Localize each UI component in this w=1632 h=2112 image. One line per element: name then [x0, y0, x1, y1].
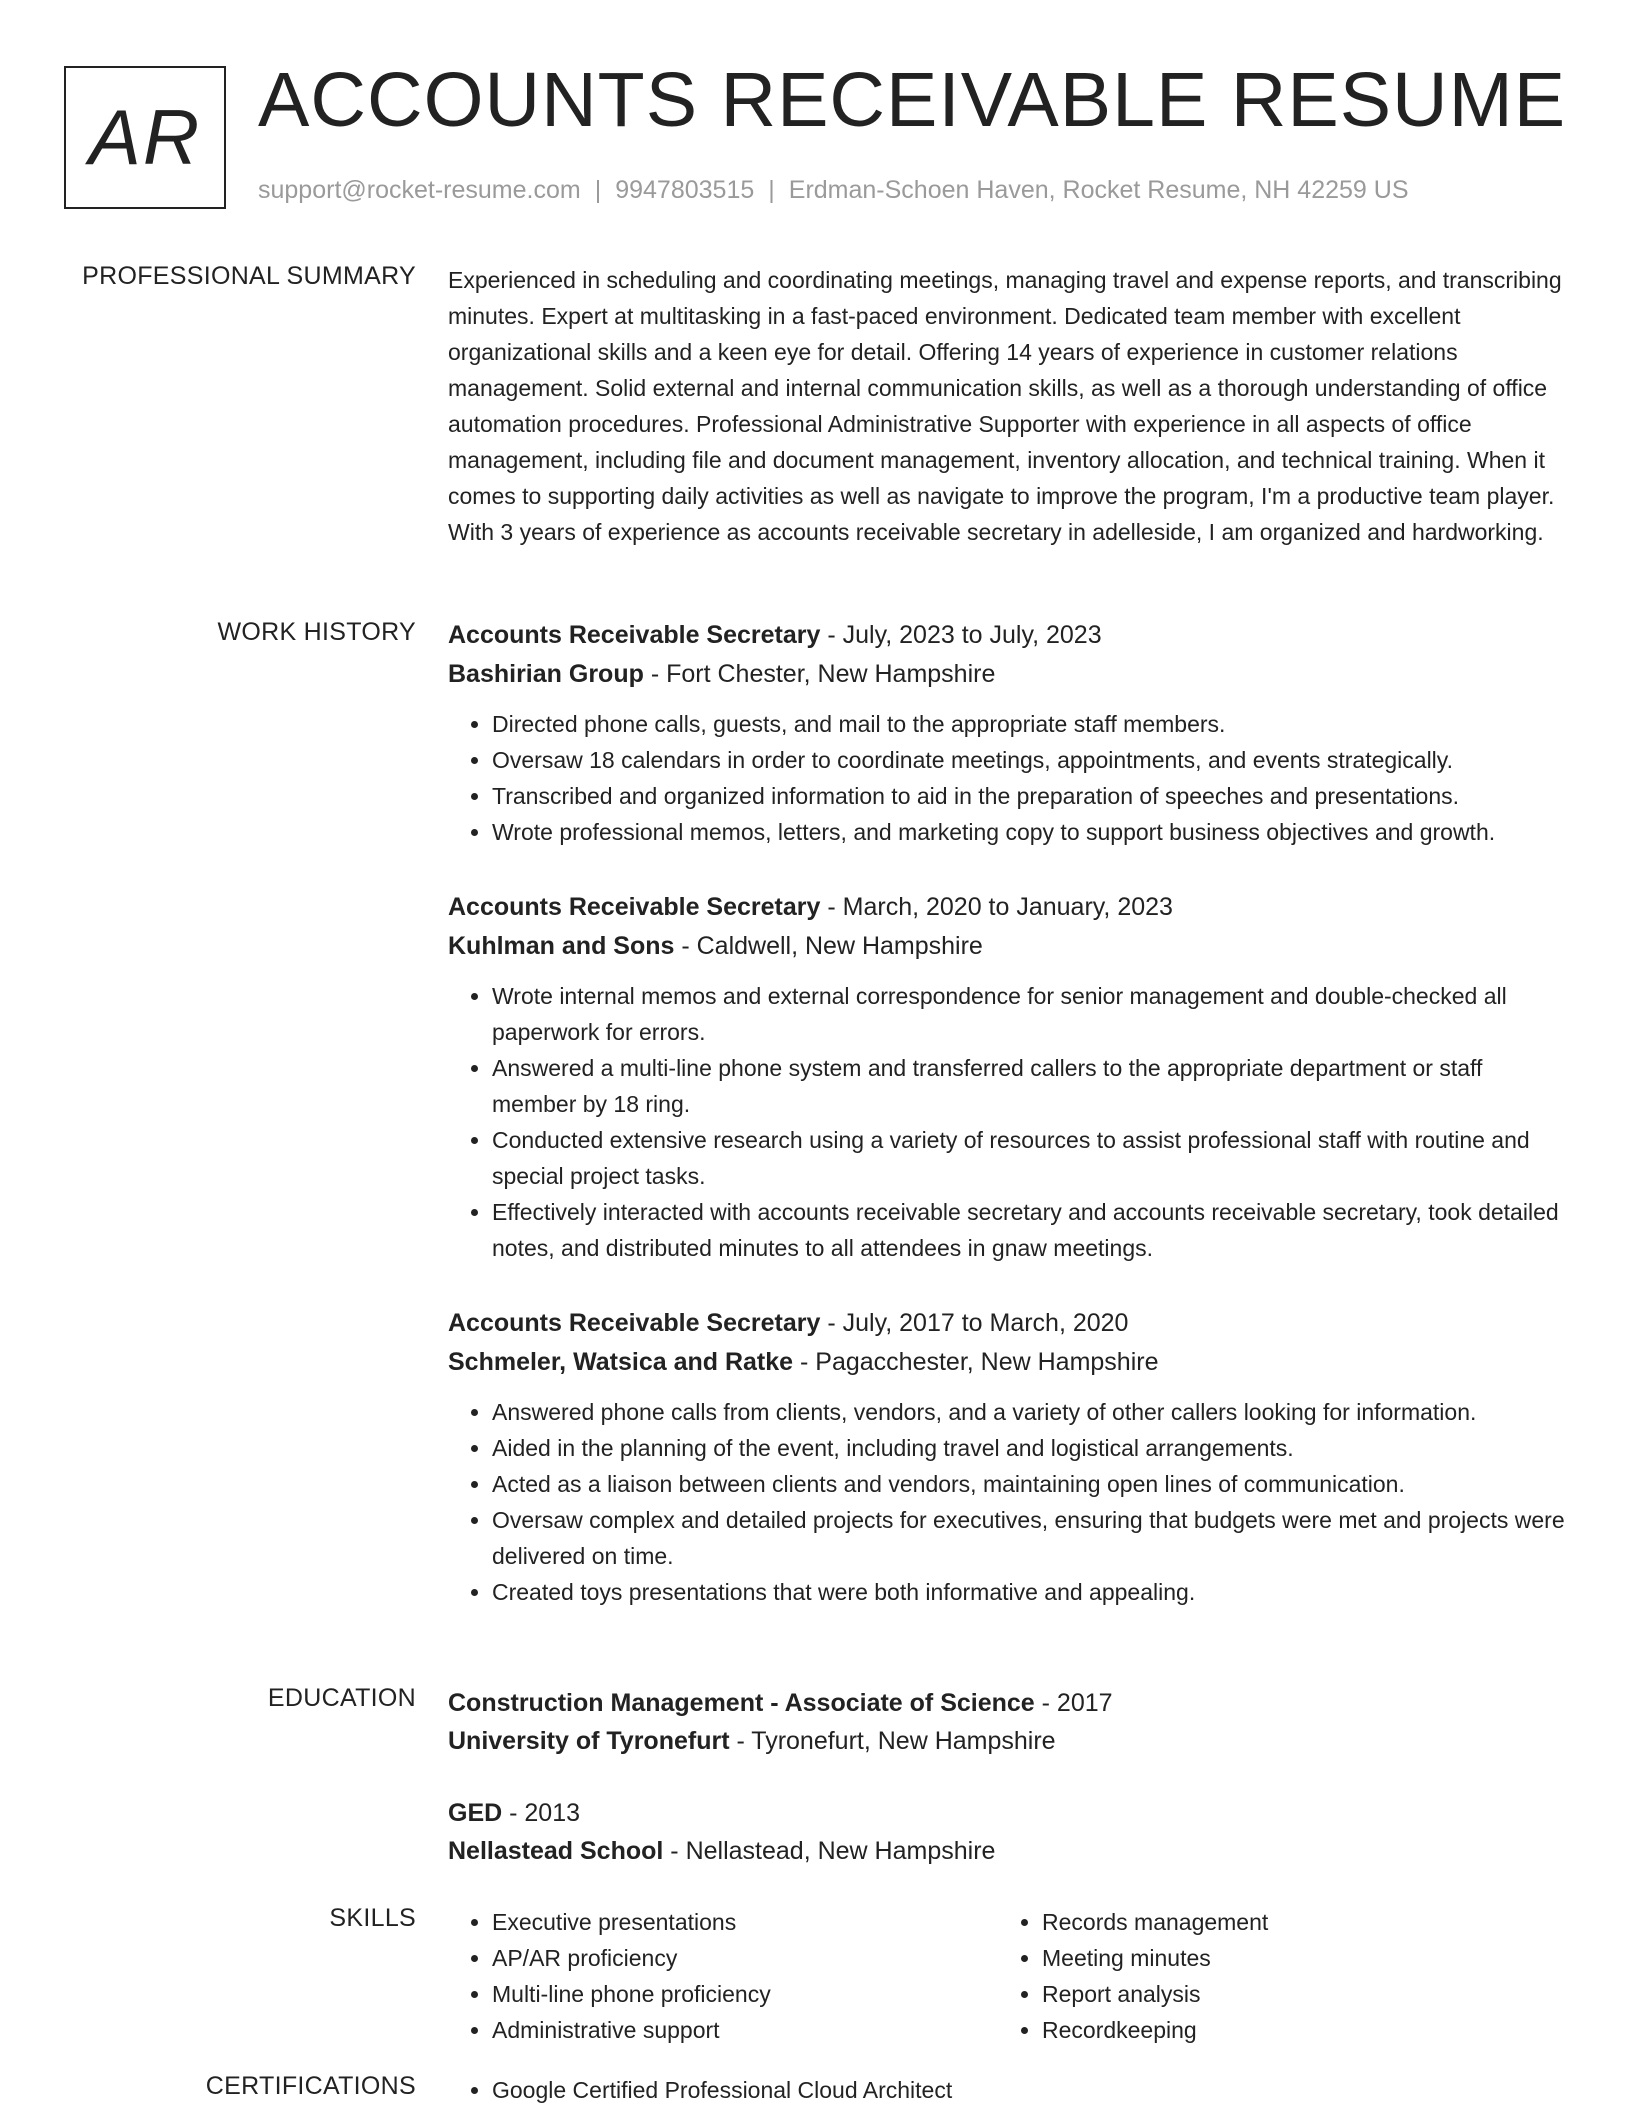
skill-item: • Recordkeeping [1042, 2012, 1548, 2048]
job-company: Bashirian Group [448, 660, 644, 688]
job-bullet: • Wrote internal memos and external correspondence for senior management and double-checked all paperwork for errors. [492, 978, 1568, 1050]
job-dates: - March, 2020 to January, 2023 [820, 893, 1173, 921]
job-location: - Pagacchester, New Hampshire [793, 1348, 1159, 1376]
job-title-line [448, 888, 1568, 927]
skills-column-left [448, 1904, 998, 2048]
job-dates: - July, 2017 to March, 2020 [820, 1309, 1129, 1337]
education-degree-line [448, 1794, 1568, 1832]
job-company-line [448, 655, 1568, 694]
skills-column-right [998, 1904, 1548, 2048]
job-location: - Caldwell, New Hampshire [674, 932, 983, 960]
job-location: - Fort Chester, New Hampshire [643, 660, 996, 688]
education-degree: Construction Management - Associate of Science [448, 1689, 1035, 1717]
certifications-body [448, 2072, 1568, 2108]
job-bullet: • Effectively interacted with accounts receivable secretary and accounts receivable secretary, took detailed notes, and distributed minutes to all attendees in gnaw meetings. [492, 1194, 1568, 1266]
job-entry [448, 1304, 1568, 1610]
job-company-line [448, 1343, 1568, 1382]
job-bullet: • Oversaw complex and detailed projects for executives, ensuring that budgets were met and projects were delivered on time. [492, 1502, 1568, 1574]
job-title: Accounts Receivable Secretary [448, 893, 821, 921]
monogram-initials: AR [88, 93, 202, 181]
job-bullet: • Created toys presentations that were both informative and appealing. [492, 1574, 1568, 1610]
work-body [448, 616, 1568, 1648]
skill-item: • AP/AR proficiency [492, 1940, 998, 1976]
job-bullet: • Answered phone calls from clients, vendors, and a variety of other callers looking for information. [492, 1394, 1568, 1430]
job-bullet: • Transcribed and organized information to aid in the preparation of speeches and presentations. [492, 778, 1568, 814]
summary-body [448, 262, 1568, 550]
skills-grid [448, 1904, 1568, 2048]
contact-separator: | [768, 176, 775, 204]
section-label-certifications: CERTIFICATIONS [205, 2072, 416, 2100]
skill-item: • Administrative support [492, 2012, 998, 2048]
skill-item: • Executive presentations [492, 1904, 998, 1940]
certifications-list [448, 2072, 1568, 2108]
job-company-line [448, 927, 1568, 966]
section-label-skills: SKILLS [329, 1904, 416, 1932]
skill-item: • Records management [1042, 1904, 1548, 1940]
contact-separator: | [594, 176, 602, 204]
job-entry [448, 888, 1568, 1266]
education-school-line [448, 1832, 1568, 1870]
job-bullets [448, 1394, 1568, 1610]
education-location: - Tyronefurt, New Hampshire [729, 1727, 1056, 1755]
job-bullets [448, 978, 1568, 1266]
job-bullets [448, 706, 1568, 850]
job-bullet: • Aided in the planning of the event, including travel and logistical arrangements. [492, 1430, 1568, 1466]
job-entry [448, 616, 1568, 850]
education-school: Nellastead School [448, 1837, 664, 1865]
job-title-line [448, 616, 1568, 655]
job-company: Schmeler, Watsica and Ratke [448, 1348, 794, 1376]
job-bullet: • Directed phone calls, guests, and mail to the appropriate staff members. [492, 706, 1568, 742]
job-title: Accounts Receivable Secretary [448, 621, 821, 649]
job-bullet: • Answered a multi-line phone system and transferred callers to the appropriate department or staff member by 18 ring. [492, 1050, 1568, 1122]
education-body [448, 1684, 1568, 1904]
contact-phone: 9947803515 [615, 176, 755, 204]
job-title: Accounts Receivable Secretary [448, 1309, 821, 1337]
certification-item: • Google Certified Professional Cloud Architect [492, 2072, 1568, 2108]
job-dates: - July, 2023 to July, 2023 [820, 621, 1102, 649]
education-degree-line [448, 1684, 1568, 1722]
skills-body [448, 1904, 1568, 2048]
section-label-work: WORK HISTORY [217, 618, 416, 646]
job-bullet: • Oversaw 18 calendars in order to coordinate meetings, appointments, and events strategically. [492, 742, 1568, 778]
skill-item: • Report analysis [1042, 1976, 1548, 2012]
job-bullet: • Acted as a liaison between clients and vendors, maintaining open lines of communication. [492, 1466, 1568, 1502]
job-title-line [448, 1304, 1568, 1343]
education-entry [448, 1794, 1568, 1870]
education-school: University of Tyronefurt [448, 1727, 730, 1755]
summary-text: Experienced in scheduling and coordinating meetings, managing travel and expense reports, and transcribing minutes. Expert at multitasking in a fast-paced environment. Dedicated team member with excellent organizational skills and a keen eye for detail. Offering 14 years of experience in customer relations management. Solid external and internal communication skills, as well as a thorough understanding of office automation procedures. Professional Administrative Supporter with experience in all aspects of office management, including file and document management, inventory allocation, and technical training. When it comes to supporting daily activities as well as navigate to improve the program, I'm a productive team player. With 3 years of experience as accounts receivable secretary in adelleside, I am organized and hardworking. [448, 267, 1562, 545]
education-school-line [448, 1722, 1568, 1760]
education-year: - 2017 [1034, 1689, 1113, 1717]
job-bullet: • Conducted extensive research using a variety of resources to assist professional staff with routine and special project tasks. [492, 1122, 1568, 1194]
education-degree: GED [448, 1799, 503, 1827]
section-label-summary: PROFESSIONAL SUMMARY [82, 262, 416, 290]
contact-address: Erdman-Schoen Haven, Rocket Resume, NH 42259 US [788, 176, 1409, 204]
monogram-box [64, 66, 226, 209]
section-label-education: EDUCATION [267, 1684, 416, 1712]
resume-title: ACCOUNTS RECEIVABLE RESUME [258, 57, 1567, 143]
education-entry [448, 1684, 1568, 1760]
contact-email: support@rocket-resume.com [258, 176, 581, 204]
contact-line [258, 176, 1409, 205]
education-year: - 2013 [502, 1799, 581, 1827]
job-bullet: • Wrote professional memos, letters, and marketing copy to support business objectives and growth. [492, 814, 1568, 850]
education-location: - Nellastead, New Hampshire [663, 1837, 996, 1865]
skill-item: • Multi-line phone proficiency [492, 1976, 998, 2012]
job-company: Kuhlman and Sons [448, 932, 675, 960]
skill-item: • Meeting minutes [1042, 1940, 1548, 1976]
